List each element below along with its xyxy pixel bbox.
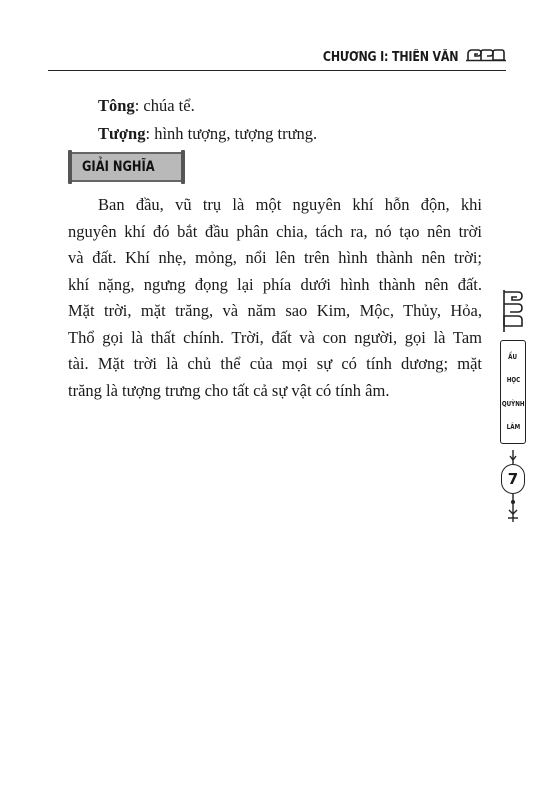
definition-text: : hình tượng, tượng trưng. bbox=[145, 124, 318, 143]
body-line: Ban đầu, vũ trụ là một nguyên khí hỗn độn, khi bbox=[98, 195, 482, 214]
body-paragraph bbox=[68, 192, 482, 404]
section-heading-label: GIẢI NGHĨA bbox=[82, 159, 155, 175]
page-number: 7 bbox=[501, 464, 525, 494]
book-title-line: ẤU bbox=[508, 352, 518, 361]
body-line: và đất. Khí nhẹ, mỏng, nổi lên trên hình thành nên trời; bbox=[68, 248, 482, 267]
body-line: tài. Mặt trời là chủ thể của mọi sự có tính dương; mặt bbox=[68, 354, 482, 373]
section-heading bbox=[68, 150, 185, 184]
cloud-ornament-vertical-icon bbox=[500, 290, 526, 337]
book-title-line: HỌC bbox=[506, 376, 520, 385]
definition-text: : chúa tể. bbox=[134, 96, 195, 115]
body-line: nguyên khí đó bắt đầu phân chia, tách ra, nó tạo nên trời bbox=[68, 221, 482, 241]
body-line: khí nặng, ngưng đọng lại phía dưới hình thành nên đất. bbox=[68, 274, 482, 294]
chapter-header bbox=[299, 48, 506, 67]
scroll-rod-right bbox=[181, 150, 185, 184]
body-line: Mặt trời, mặt trăng, và năm sao Kim, Mộc, Thủy, Hỏa, bbox=[68, 301, 482, 320]
cloud-ornament-icon bbox=[466, 48, 506, 67]
definition-line bbox=[98, 120, 317, 148]
body-line: Thổ gọi là thất chính. Trời, đất và con người, gọi là Tam bbox=[68, 327, 482, 347]
side-book-title bbox=[500, 340, 526, 444]
body-line: trăng là tượng trưng cho tất cả sự vật có tính âm. bbox=[68, 380, 390, 400]
definitions bbox=[98, 92, 317, 148]
definition-term: Tông bbox=[98, 96, 135, 115]
definition-line bbox=[98, 92, 317, 120]
page-number-ornament bbox=[500, 450, 526, 529]
book-title-line: LÂM bbox=[506, 423, 520, 432]
definition-term: Tượng bbox=[98, 124, 146, 143]
book-title-line: QUỲNH bbox=[501, 399, 525, 408]
scroll-banner bbox=[72, 152, 181, 182]
chapter-title: CHƯƠNG I: THIÊN VĂN bbox=[322, 50, 458, 65]
header-rule bbox=[48, 70, 506, 71]
